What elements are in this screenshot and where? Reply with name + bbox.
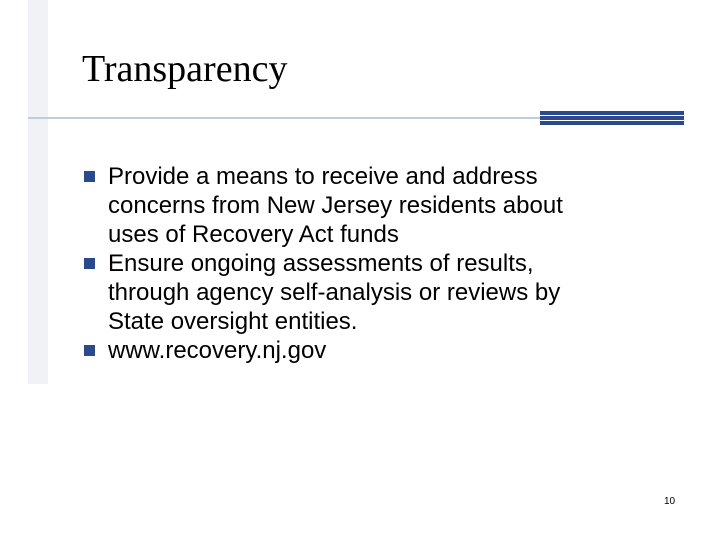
bullet-line: Provide a means to receive and address — [108, 163, 538, 190]
square-bullet-icon — [84, 171, 95, 182]
bullet-line: concerns from New Jersey residents about — [108, 192, 563, 219]
page-number: 10 — [664, 496, 676, 507]
bullet-list — [84, 162, 684, 365]
square-bullet-icon — [84, 258, 95, 269]
slide-title: Transparency — [82, 48, 288, 90]
accent-band — [540, 111, 684, 115]
bullet-line: uses of Recovery Act funds — [108, 221, 399, 248]
square-bullet-icon — [84, 345, 95, 356]
bullet-line: through agency self-analysis or reviews by — [108, 279, 561, 306]
bullet-link[interactable]: www.recovery.nj.gov — [108, 337, 327, 364]
bullet-item — [84, 162, 684, 249]
bullet-line: Ensure ongoing assessments of results, — [108, 250, 534, 277]
left-accent-bar — [28, 0, 48, 384]
title-divider-accent — [540, 111, 684, 125]
accent-band — [540, 116, 684, 120]
accent-band — [540, 121, 684, 125]
bullet-item — [84, 249, 684, 336]
title-divider — [28, 117, 540, 119]
bullet-item — [84, 336, 684, 365]
bullet-line: State oversight entities. — [108, 308, 358, 335]
